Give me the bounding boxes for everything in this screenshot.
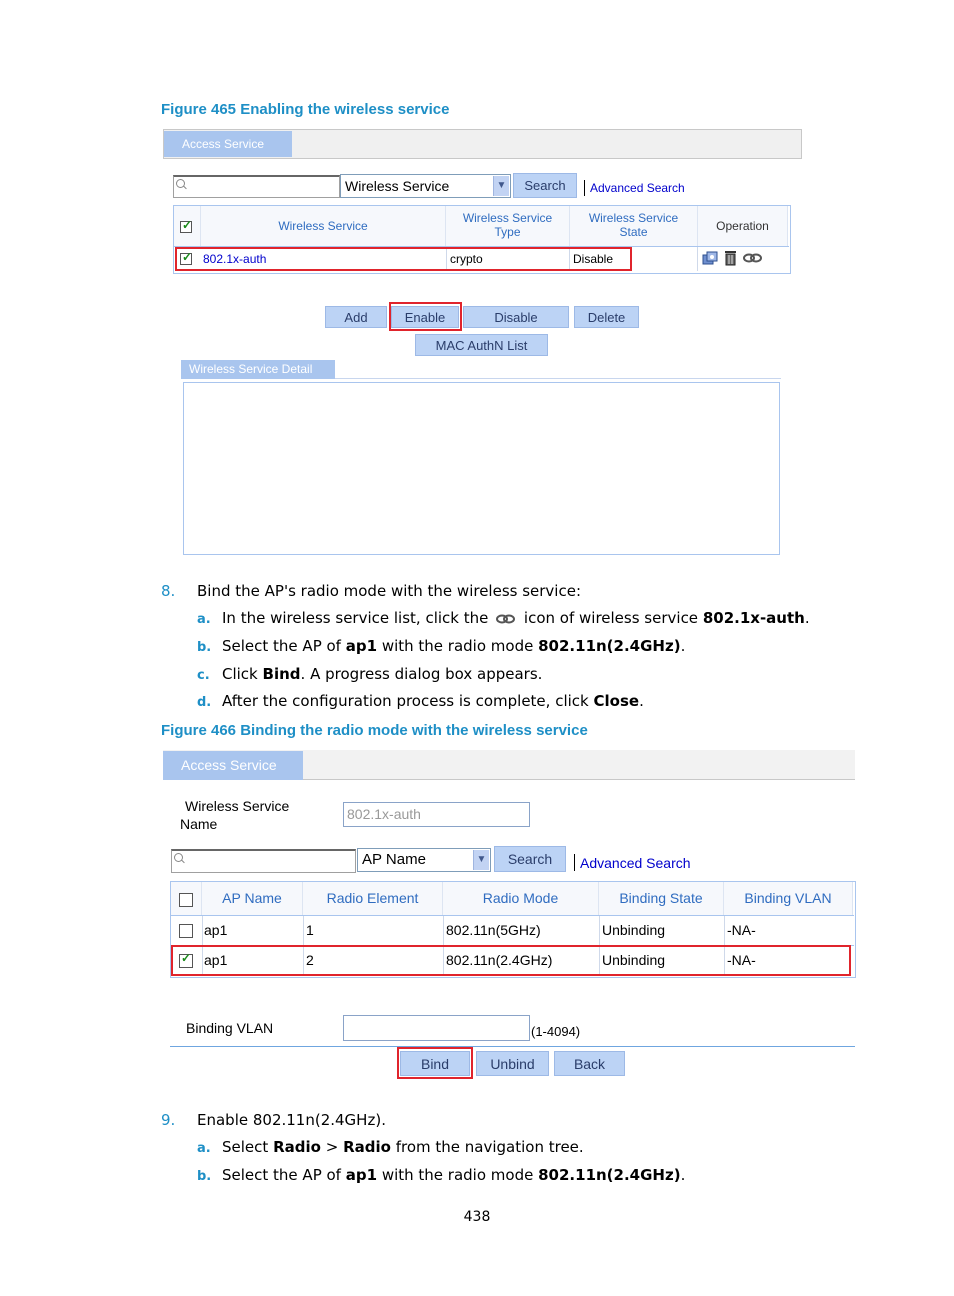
col-wireless-service[interactable]: Wireless Service <box>201 206 446 246</box>
add-button[interactable]: Add <box>325 306 387 328</box>
advanced-search-link[interactable]: Advanced Search <box>590 181 685 195</box>
col-wireless-service-type[interactable]: Wireless Service Type <box>446 206 570 246</box>
search-button[interactable]: Search <box>513 173 577 198</box>
row-service-type: crypto <box>450 252 483 266</box>
step-8: 8. Bind the AP's radio mode with the wireless service: <box>161 582 582 600</box>
page-number: 438 <box>463 1209 491 1225</box>
delete-icon[interactable] <box>724 249 738 266</box>
chevron-down-icon: ▼ <box>493 176 509 196</box>
row-radio-element: 1 <box>306 922 314 938</box>
step-9: 9. Enable 802.11n(2.4GHz). <box>161 1111 386 1129</box>
col-binding-state[interactable]: Binding State <box>599 882 724 915</box>
col-ap-name[interactable]: AP Name <box>202 882 303 915</box>
step-9a: a. Select Radio > Radio from the navigation tree. <box>197 1138 584 1156</box>
search-field-select[interactable]: Wireless Service ▼ <box>340 174 511 198</box>
tab-access-service[interactable]: Access Service <box>164 131 292 157</box>
step-8c: c. Click Bind. A progress dialog box appears. <box>197 665 543 683</box>
binding-vlan-label: Binding VLAN <box>186 1020 274 1036</box>
header-select-all <box>174 206 201 246</box>
col-radio-element[interactable]: Radio Element <box>303 882 443 915</box>
separator <box>584 180 585 196</box>
separator <box>574 854 575 871</box>
highlight-row-ap1-radio2 <box>171 945 851 976</box>
row-binding-state: Unbinding <box>602 952 666 968</box>
search-input[interactable] <box>171 849 356 873</box>
bind-icon[interactable] <box>743 252 763 264</box>
row-radio-mode: 802.11n(2.4GHz) <box>446 952 553 968</box>
row-binding-vlan: -NA- <box>727 952 756 968</box>
back-button[interactable]: Back <box>554 1051 625 1076</box>
tab-access-service[interactable]: Access Service <box>163 751 303 780</box>
row-binding-vlan: -NA- <box>727 922 756 938</box>
row-service-state: Disable <box>573 252 614 266</box>
col-operation: Operation <box>698 206 788 246</box>
step-9b: b. Select the AP of ap1 with the radio mode 802.11n(2.4GHz). <box>197 1166 686 1184</box>
bind-button[interactable]: Bind <box>400 1051 470 1076</box>
row-ap-name: ap1 <box>204 922 228 938</box>
enable-button[interactable]: Enable <box>391 306 459 328</box>
binding-vlan-range: (1-4094) <box>531 1024 581 1039</box>
detail-icon[interactable] <box>701 250 719 266</box>
step-8b: b. Select the AP of ap1 with the radio mode 802.11n(2.4GHz). <box>197 637 686 655</box>
binding-vlan-input[interactable] <box>343 1015 530 1041</box>
wireless-service-detail-panel <box>183 382 780 555</box>
row-wireless-service[interactable]: 802.1x-auth <box>203 252 267 266</box>
mac-authn-list-button[interactable]: MAC AuthN List <box>415 334 548 356</box>
row-radio-mode: 802.11n(5GHz) <box>446 922 541 938</box>
col-binding-vlan[interactable]: Binding VLAN <box>724 882 853 915</box>
select-all-checkbox[interactable] <box>179 893 193 907</box>
chevron-down-icon: ▼ <box>473 850 489 870</box>
wireless-service-name-label: Wireless Service Name <box>180 798 290 832</box>
row-ap-name: ap1 <box>204 952 228 968</box>
search-icon <box>176 179 185 188</box>
col-radio-mode[interactable]: Radio Mode <box>443 882 599 915</box>
search-field-select[interactable]: AP Name ▼ <box>357 848 491 872</box>
tab-wireless-service-detail[interactable]: Wireless Service Detail <box>181 360 335 379</box>
row-binding-state: Unbinding <box>602 922 666 938</box>
row-checkbox[interactable] <box>179 924 193 938</box>
wireless-service-name-field[interactable]: 802.1x-auth <box>343 802 530 827</box>
col-wireless-service-state[interactable]: Wireless Service State <box>570 206 698 246</box>
figure-465-title: Figure 465 Enabling the wireless service <box>161 101 450 118</box>
delete-button[interactable]: Delete <box>574 306 639 328</box>
search-icon <box>174 853 183 862</box>
disable-button[interactable]: Disable <box>463 306 569 328</box>
highlight-bind-button <box>397 1047 473 1079</box>
highlight-enable-button <box>389 302 462 331</box>
select-all-checkbox[interactable] <box>180 221 192 233</box>
highlight-row-802-1x-auth <box>175 247 632 271</box>
advanced-search-link[interactable]: Advanced Search <box>580 855 691 871</box>
figure-466-title: Figure 466 Binding the radio mode with the wireless service <box>161 722 588 739</box>
unbind-button[interactable]: Unbind <box>476 1051 549 1076</box>
search-button[interactable]: Search <box>494 846 566 872</box>
bind-icon <box>496 613 516 625</box>
step-8a: a. In the wireless service list, click the icon of wireless service 802.1x-auth. <box>197 609 810 627</box>
step-8d: d. After the configuration process is complete, click Close. <box>197 692 644 710</box>
row-radio-element: 2 <box>306 952 314 968</box>
header-select-all <box>171 882 202 915</box>
search-input[interactable] <box>173 175 340 198</box>
